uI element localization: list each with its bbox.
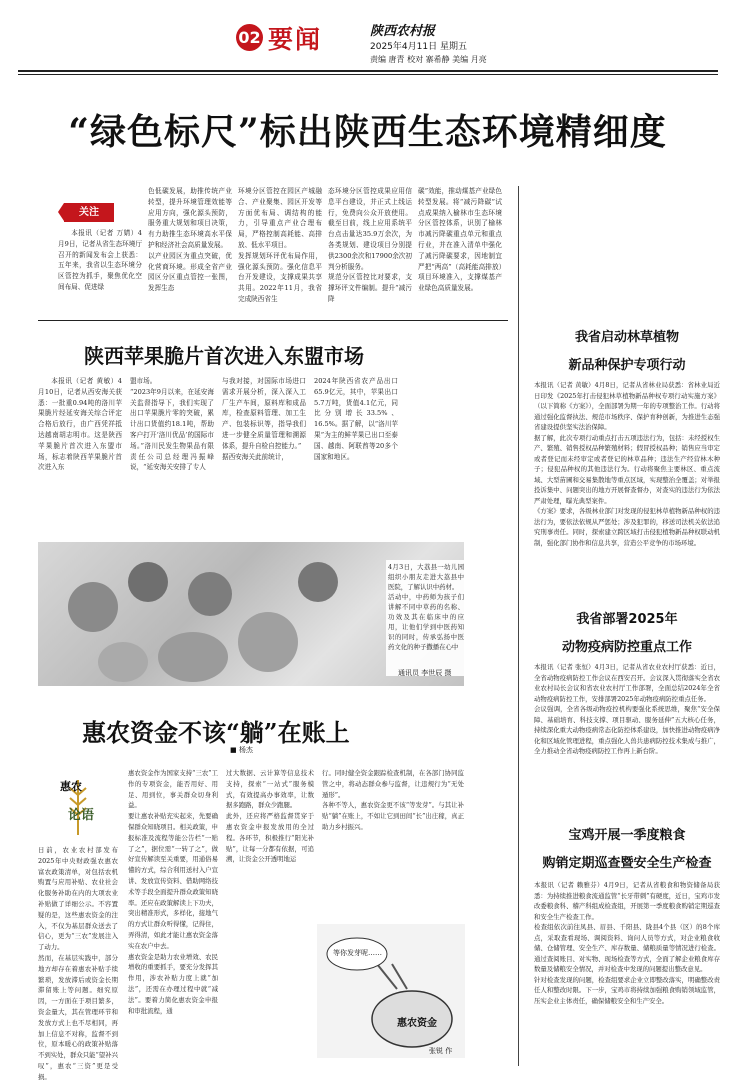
cartoon-drawing — [317, 924, 465, 1058]
main-article-col2: 色低碳发展，助推传统产业转型，提升环境管理效能等应用方向，强化源头预防，服务重大规划和项目决策，有力助推生态环境高水平保护和经济社会高质量发展。 以产业园区为重点突破，优化营商环境。形成全省产业园区分区重点管控一张图，发挥生态 — [148, 187, 232, 293]
cartoon-speech: 等你发芽呢…… — [333, 949, 382, 957]
commentary-col4: 行。同时健全资金跟踪检查机制，在各部门协同监管之中，将动态群众参与监督，让违规行为“无处遁形”。 各种不等人，惠农资金更不该“等发芽”。与其让补贴“躺”在账上，不如让它到田间“长”出庄稼，真正助力乡村振兴。 — [322, 769, 464, 831]
main-article-col1: 本报讯（记者 万婧）4月9日，记者从省生态环境厅召开的新闻发布会上获悉：五年来，我省以生态环境分区管控为抓手，聚焦优化空间布局、促进绿 — [58, 229, 142, 291]
side1-headline-1: 我省启动林草植物 — [574, 330, 679, 345]
column-divider — [518, 186, 519, 1066]
commentary-logo — [42, 770, 114, 840]
apple-col2: 盟市场。 “2023年9月以来，在延安海关监督指导下，我们实现了出口苹果脆片零的突破，累计出口货值约18.1吨，帮助客户打开‘洛川优品’的国际市场。”洛川民发生物果品有限责任公司总经理冯振峰说，“延安海关安排了专人 — [130, 377, 214, 472]
main-article-col4: 态环境分区管控成果应用信息平台建设，并正式上线运行，免费向公众开放使用。截至目前，线上应用系统平台点击量达35.9万余次，为各类规划、建设项目分别提供2300余次和17900余次初判分析服务。 规范分区管控比对要求，支撑环评文件编制。提升“减污降 — [328, 187, 412, 303]
cartoon-credit: 张锐 作 — [429, 1047, 453, 1055]
header-rule-thin — [18, 74, 718, 75]
logo-text-2: 论语 — [68, 808, 95, 823]
commentary-cartoon — [317, 924, 465, 1058]
commentary-col3: 过大数据、云计算等信息技术支持，探索“一站式”服务模式，有效提高办事效率，让数据多跑路，群众少跑腿。 此外，还应将严格监督贯穿于惠农资金申报发放用的全过程。各环节，积极推行“阳光补贴”，让每一分都有依据，可追溯，让资金公开透明地运 — [226, 769, 314, 864]
main-article-col3: 环境分区管控在园区产城融合、产业聚集、园区开发等方面优布局、调结构的能力，引导重点产业合理布局，严格控制高耗能、高排放、低水平项目。 发挥规划环评优布局作用，强化源头预防。强化信息平台开发建设，支撑成果共享共用。2022年11月，我省完成陕西省生 — [238, 187, 322, 303]
side3-headline-2: 购销定期巡查暨安全生产检查 — [542, 856, 712, 871]
commentary-col1: 日前，农业农村部发布2025年中央财政强农惠农富农政策清单，对包括农机购置与应用补贴、农业社会化服务补助在内的大项农业补贴做了详细公示。不容置疑的是，这些惠农资金的注入，不仅为基层群众送去了信心，更为“三农”发展注入了动力。 然而，在基层实践中，部分地方却存在着惠农补贴手续繁琐，发放滞后或资金长期滞留账上等问题。细究原因，一方面在于项目繁多，资金量大，其在管理环节和发放方式上也不尽相同，再加上信息不对称，监督不到位，原本暖心的政策补贴落不到实处，群众只能“望补兴叹”，惠农“三资”更是受损。 — [38, 846, 118, 1081]
issue-date: 2025年4月11日 星期五 — [370, 42, 467, 52]
side2-body: 本报讯（记者 张恒）4月3日，记者从省农业农村厅获悉：近日，全省动物疫病防控工作会议在西安召开。会议深入贯彻落实全省农业农村局长会议和省农业农村厅工作部署，全面总结2024年全省动物疫病防控工作，安排部署2025年动物疫病防控重点任务。 会议强调，全省各级动物疫控机构要强化系统思维，聚焦“安全保障、基础培育、科技支撑、项目驱动、服务延伸”五大核心任务，持续深化重大动物疫病常态化防控体系建设，加快推进动物疫病净化和区域化管理进程，重点强化人兽共患病防控技术集成与推广，全力推动全省动物疫病防控工作再上新台阶。 — [534, 663, 720, 755]
editorial-staff: 责编 唐青 校对 寨希静 美编 月亮 — [370, 55, 487, 64]
header-rule — [18, 70, 718, 72]
photo-caption: 4月3日，大荔县一幼儿园组织小朋友走进大荔县中医院，了解认识中药材。 活动中，中药师为孩子们讲解不同中草药的名称、功效及其在临床中的应用，让他们学到中医药知识的同时，传承弘扬中医药文化的种子撒播在心中 — [386, 560, 466, 676]
side1-body: 本报讯（记者 黄敏）4月8日，记者从省林业局获悉：省林业局近日印发《2025年打击侵犯林草植物新品种权专项行动实施方案》（以下简称《方案》），全面部署为期一年的专项整治工作。行动将通过强化监督执法、规范市场秩序、保护育种创新，为推进生态强省建设提供坚实法治保障。 据了解，此次专项行动重点打击五项违法行为，包括：未经授权生产、繁殖、销售授权品种繁殖材料；假冒授权品种；销售应当审定或者登记而未经审定或者登记的林草品种；违法生产经营林木种子；侵犯品种权的其他违法行为。行动将聚焦主要林区、重点流域、大型苗圃和交易集散地等重点区域，实现整治全覆盖；对举报投诉集中、问题突出的地方开展督查督办，对查实的违法行为依法严肃处理，曝光典型案件。 《方案》要求，各级林业部门对发现的侵犯林草植物新品种权的违法行为，要依法依规从严惩处；涉及犯罪的，移送司法机关依法追究刑事责任。同时，探索建立跨区域打击侵犯植物新品种权联动机制，强化部门协作和信息共享，营造公平竞争的市场环境。 — [534, 381, 720, 547]
commentary-headline: 惠农资金不该“躺”在账上 — [82, 718, 350, 747]
commentary-author: ■ 杨杰 — [230, 746, 253, 754]
section-tag: 关注 — [64, 203, 114, 222]
paper-name: 陕西农村报 — [370, 24, 436, 39]
cartoon-bag-text: 惠农资金 — [397, 1018, 437, 1029]
side3-body: 本报讯（记者 赖雅芬）4月9日，记者从省粮食和物资储备局获悉：为持续推进粮食流通监管“长牙带刺”有硬度，近日，宝鸡市发改委粮食科、稽产科组成检查组，开展第一季度粮食购销定期巡查和安全生产检查工作。 检查组依次前往凤县、眉县、千阳县、陇县4个县（区）的8个库点，采取查看现场、调阅资料、询问人员等方式，对企业粮食收储、仓储管理、安全生产、库存数量、储粮质量等情况进行检查。通过查阅账目、对实物、现场检查等方式，全面了解企业粮食库存数量及储粮安全情况，并对检查中发现的问题提出整改意见。 针对检查发现的问题，检查组要求企业立即整改落实，明确整改责任人和整改时限。下一步，宝鸡市将持续加强粮食购销领域监管，压实企业主体责任，确保储粮安全和生产安全。 — [534, 881, 720, 1005]
apple-col3: 与我对接，对国际市场进口需求开展分析，深入深入工厂生产车间，原料库和成品库，检查原料管理、加工生产、包装标识等，指导我们进一步健全质量管理和溯源体系，提升自检自控能力。” 据西安海关此前统计， — [222, 377, 306, 461]
section-title: 要闻 — [268, 25, 323, 54]
commentary-col2: 惠农资金作为国家支持“三农”工作的专项资金，能否用好、用足、用到位，事关群众切身利益。 要让惠农补贴充实起来，先要确保群众知晓项目。相关政策，申报标准及流程等能公告栏“一贴了之”，据位需“一转了之”，做好宣传解读至关重要，用通俗易懂的方式，综合利用送村入户宣讲、发放宣传资料、借助网络技术等手段全面提升群众政策知晓率。还应在政策解读上下功夫，突出精准形式，多样化，接地气的方式让群众听得懂，记得住，弄得清，如此才能让惠农资金落实在农户中去。 惠农资金是助力农业增效、农民增收的重要抓手，要充分发挥其作用，涉农补贴力度上就“加法”，还需在办理过程中就“减法”。要着力简化惠农资金申报和审批流程，通 — [128, 769, 218, 1015]
apple-col4: 2024年陕西省农产品出口65.9亿元，其中，苹果出口5.7万吨，货值4.1亿元，同比分别增长33.5%、16.5%。据了解，以“洛川苹果”为主的鲜苹果已出口至泰国、越南、阿联酋等20多个国家和地区。 — [314, 377, 398, 461]
main-article-col5: 碳”效能，推动煤基产业绿色转型发展。将“减污降碳”试点成果纳入榆林市生态环境分区管控体系，识别了榆林市减污降碳重点单元和重点行业，并在准入清单中强化了减污降碳要求，因地制宜严把“两高”（高耗能高排放）项目环境准入，支撑煤基产业绿色高质量发展。 — [418, 187, 502, 293]
main-headline: “绿色标尺”标出陕西生态环境精细度 — [68, 111, 667, 153]
divider — [38, 320, 508, 321]
apple-headline: 陕西苹果脆片首次进入东盟市场 — [84, 344, 364, 368]
logo-text-1: 惠农 — [60, 780, 82, 793]
side1-headline-2: 新品种保护专项行动 — [568, 358, 686, 373]
side2-headline-2: 动物疫病防控重点工作 — [561, 640, 692, 655]
apple-col1: 本报讯（记者 黄敏）4月10日，记者从西安海关获悉：一批重0.94吨的洛川苹果脆片经延安海关综合评定合格后放行，由广西凭祥抵达越南胡志明市。这是陕西苹果脆片首次进入东盟市场，标志着陕西苹果脆片首次进入东 — [38, 377, 122, 472]
side2-headline-1: 我省部署2025年 — [576, 612, 678, 627]
side3-headline-1: 宝鸡开展一季度粮食 — [568, 828, 686, 843]
page-number-badge: 02 — [236, 24, 263, 51]
photo-credit: 通讯员 李世辰 摄 — [398, 669, 452, 677]
